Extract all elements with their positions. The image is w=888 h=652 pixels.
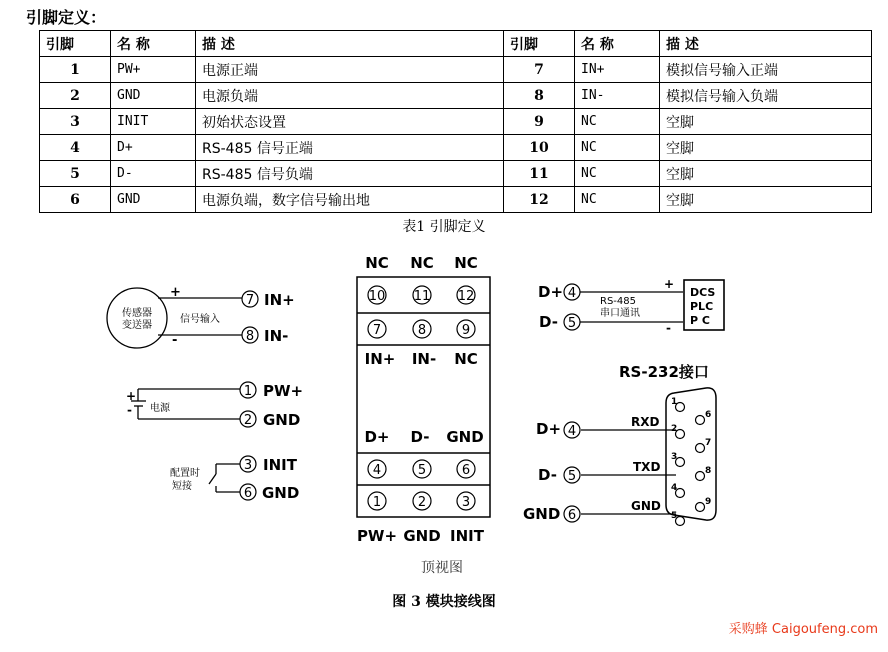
table-cell: RS-485 信号正端 <box>196 135 504 161</box>
rs485-pin4-number: 4 <box>567 286 577 301</box>
table-cell: 电源负端，数字信号输出地 <box>196 187 504 213</box>
table-cell: 10 <box>504 135 575 161</box>
table-cell: IN+ <box>575 57 660 83</box>
table-cell: NC <box>575 135 660 161</box>
pin6-number: 6 <box>243 486 253 501</box>
watermark: 采购蜂 Caigoufeng.com <box>728 622 878 637</box>
table-cell: D+ <box>111 135 196 161</box>
table-cell: 空脚 <box>660 135 872 161</box>
figure-caption: 图 3 模块接线图 <box>392 594 496 610</box>
power-plus: + <box>126 389 137 403</box>
rs232-dminus-label: D- <box>538 466 557 484</box>
sensor-name-line2: 变送器 <box>122 320 152 331</box>
host-box-line1: DCS <box>690 286 716 299</box>
db9-pin <box>696 416 705 425</box>
txd-label: TXD <box>633 460 661 474</box>
host-box-line2: PLC <box>690 300 714 313</box>
module-pin-number: 1 <box>372 495 382 510</box>
table-cell: 空脚 <box>660 187 872 213</box>
table-cell: 模拟信号输入正端 <box>660 57 872 83</box>
module-pin-number: 7 <box>372 323 382 338</box>
module-pin-number: 2 <box>417 495 427 510</box>
rs485-pin5-number: 5 <box>567 316 577 331</box>
pin2-number: 2 <box>243 413 253 428</box>
table-cell: 1 <box>40 57 111 83</box>
table-cell: 空脚 <box>660 109 872 135</box>
rs232-pin4-number: 4 <box>567 424 577 439</box>
module-inner-label: D+ <box>364 428 390 446</box>
table-cell: GND <box>111 187 196 213</box>
table-cell: 12 <box>504 187 575 213</box>
table-cell: NC <box>575 161 660 187</box>
rs232-title: RS-232接口 <box>619 363 709 381</box>
sensor-signal-label: 信号输入 <box>180 314 220 325</box>
rs485-minus: - <box>666 321 671 335</box>
power-battery-icon <box>131 389 240 419</box>
module-inner-label: IN- <box>411 350 437 368</box>
module-pin-number: 3 <box>461 495 471 510</box>
table-cell: INIT <box>111 109 196 135</box>
module-pin-number: 12 <box>457 289 475 304</box>
rs485-dminus-label: D- <box>539 313 558 331</box>
table-cell: GND <box>111 83 196 109</box>
table-cell: 模拟信号输入负端 <box>660 83 872 109</box>
db9-pin <box>696 503 705 512</box>
pin2-label: GND <box>263 411 301 429</box>
host-box-line3: P C <box>690 314 710 327</box>
table-cell: 电源正端 <box>196 57 504 83</box>
module-bottom-label: GND <box>403 527 441 545</box>
module-pin-number: 10 <box>368 289 386 304</box>
db9-pin-number: 8 <box>705 466 712 476</box>
rs232-pin6-number: 6 <box>567 508 577 523</box>
table-cell: 8 <box>504 83 575 109</box>
rs485-dplus-label: D+ <box>538 283 564 301</box>
db9-pin-number: 6 <box>705 410 712 420</box>
power-minus: - <box>127 403 132 417</box>
table-cell: NC <box>575 109 660 135</box>
power-label: 电源 <box>150 403 170 414</box>
module-bottom-label: INIT <box>450 527 484 545</box>
db9-pin-number: 3 <box>671 452 678 462</box>
table-cell: NC <box>575 187 660 213</box>
module-pin-number: 11 <box>413 289 431 304</box>
table-cell: IN- <box>575 83 660 109</box>
init-label-line1: 配置时 <box>170 468 200 479</box>
table-cell: 9 <box>504 109 575 135</box>
table-cell: 3 <box>40 109 111 135</box>
init-switch-icon <box>209 464 240 492</box>
col-header-name: 名 称 <box>111 31 196 57</box>
col-header-name: 名 称 <box>575 31 660 57</box>
table-cell: 11 <box>504 161 575 187</box>
table-cell: D- <box>111 161 196 187</box>
table-cell: 初始状态设置 <box>196 109 504 135</box>
table-cell: 6 <box>40 187 111 213</box>
db9-pin-number: 7 <box>705 438 712 448</box>
module-top-label: NC <box>365 254 389 272</box>
db9-pin <box>696 444 705 453</box>
table-caption: 表1 引脚定义 <box>402 219 486 235</box>
rs485-plus: + <box>664 277 675 291</box>
pin7-number: 7 <box>245 293 255 308</box>
pin8-number: 8 <box>245 329 255 344</box>
col-header-desc: 描 述 <box>196 31 504 57</box>
table-cell: PW+ <box>111 57 196 83</box>
table-cell: 5 <box>40 161 111 187</box>
module-top-label: NC <box>454 254 478 272</box>
module-pin-number: 6 <box>461 463 471 478</box>
init-label-line2: 短接 <box>172 481 192 492</box>
pin1-label: PW+ <box>263 382 304 400</box>
pin1-number: 1 <box>243 384 253 399</box>
col-header-desc: 描 述 <box>660 31 872 57</box>
table-cell: 空脚 <box>660 161 872 187</box>
db9-pin-number: 5 <box>671 511 678 521</box>
pin7-label: IN+ <box>264 291 295 309</box>
module-inner-label: GND <box>446 428 484 446</box>
pin3-number: 3 <box>243 458 253 473</box>
col-header-pin: 引脚 <box>504 31 575 57</box>
rs485-bus-label2: 串口通讯 <box>600 308 640 319</box>
module-outline <box>357 277 490 517</box>
rs232-pin5-number: 5 <box>567 469 577 484</box>
table-cell: 电源负端 <box>196 83 504 109</box>
db9-pin <box>696 472 705 481</box>
gnd-line-label: GND <box>631 499 661 513</box>
rs232-gnd-label: GND <box>523 505 561 523</box>
section-heading: 引脚定义： <box>26 8 107 27</box>
db9-pin-number: 1 <box>671 397 678 407</box>
rs485-bus-label1: RS-485 <box>600 296 636 307</box>
table-cell: RS-485 信号负端 <box>196 161 504 187</box>
table-cell: 2 <box>40 83 111 109</box>
sensor-name-line1: 传感器 <box>122 308 152 319</box>
db9-pin-number: 2 <box>671 424 678 434</box>
db9-pin-number: 9 <box>705 497 712 507</box>
table-cell: 7 <box>504 57 575 83</box>
pin8-label: IN- <box>264 327 289 345</box>
module-bottom-label: PW+ <box>356 527 398 545</box>
module-pin-number: 9 <box>461 323 471 338</box>
rs232-wiring <box>581 430 676 514</box>
pin6-label: GND <box>262 484 300 502</box>
module-pin-number: 8 <box>417 323 427 338</box>
module-pin-number: 4 <box>372 463 382 478</box>
table-cell: 4 <box>40 135 111 161</box>
sensor-minus: - <box>172 333 178 348</box>
sensor-plus: + <box>170 285 181 300</box>
module-inner-label: NC <box>454 350 478 368</box>
module-top-label: NC <box>410 254 434 272</box>
pin3-label: INIT <box>263 456 297 474</box>
view-caption: 顶视图 <box>421 560 463 576</box>
module-inner-label: D- <box>410 428 430 446</box>
module-inner-label: IN+ <box>364 350 396 368</box>
col-header-pin: 引脚 <box>40 31 111 57</box>
rs232-dplus-label: D+ <box>536 420 562 438</box>
module-pin-number: 5 <box>417 463 427 478</box>
db9-pin-number: 4 <box>671 483 678 493</box>
rxd-label: RXD <box>631 415 660 429</box>
